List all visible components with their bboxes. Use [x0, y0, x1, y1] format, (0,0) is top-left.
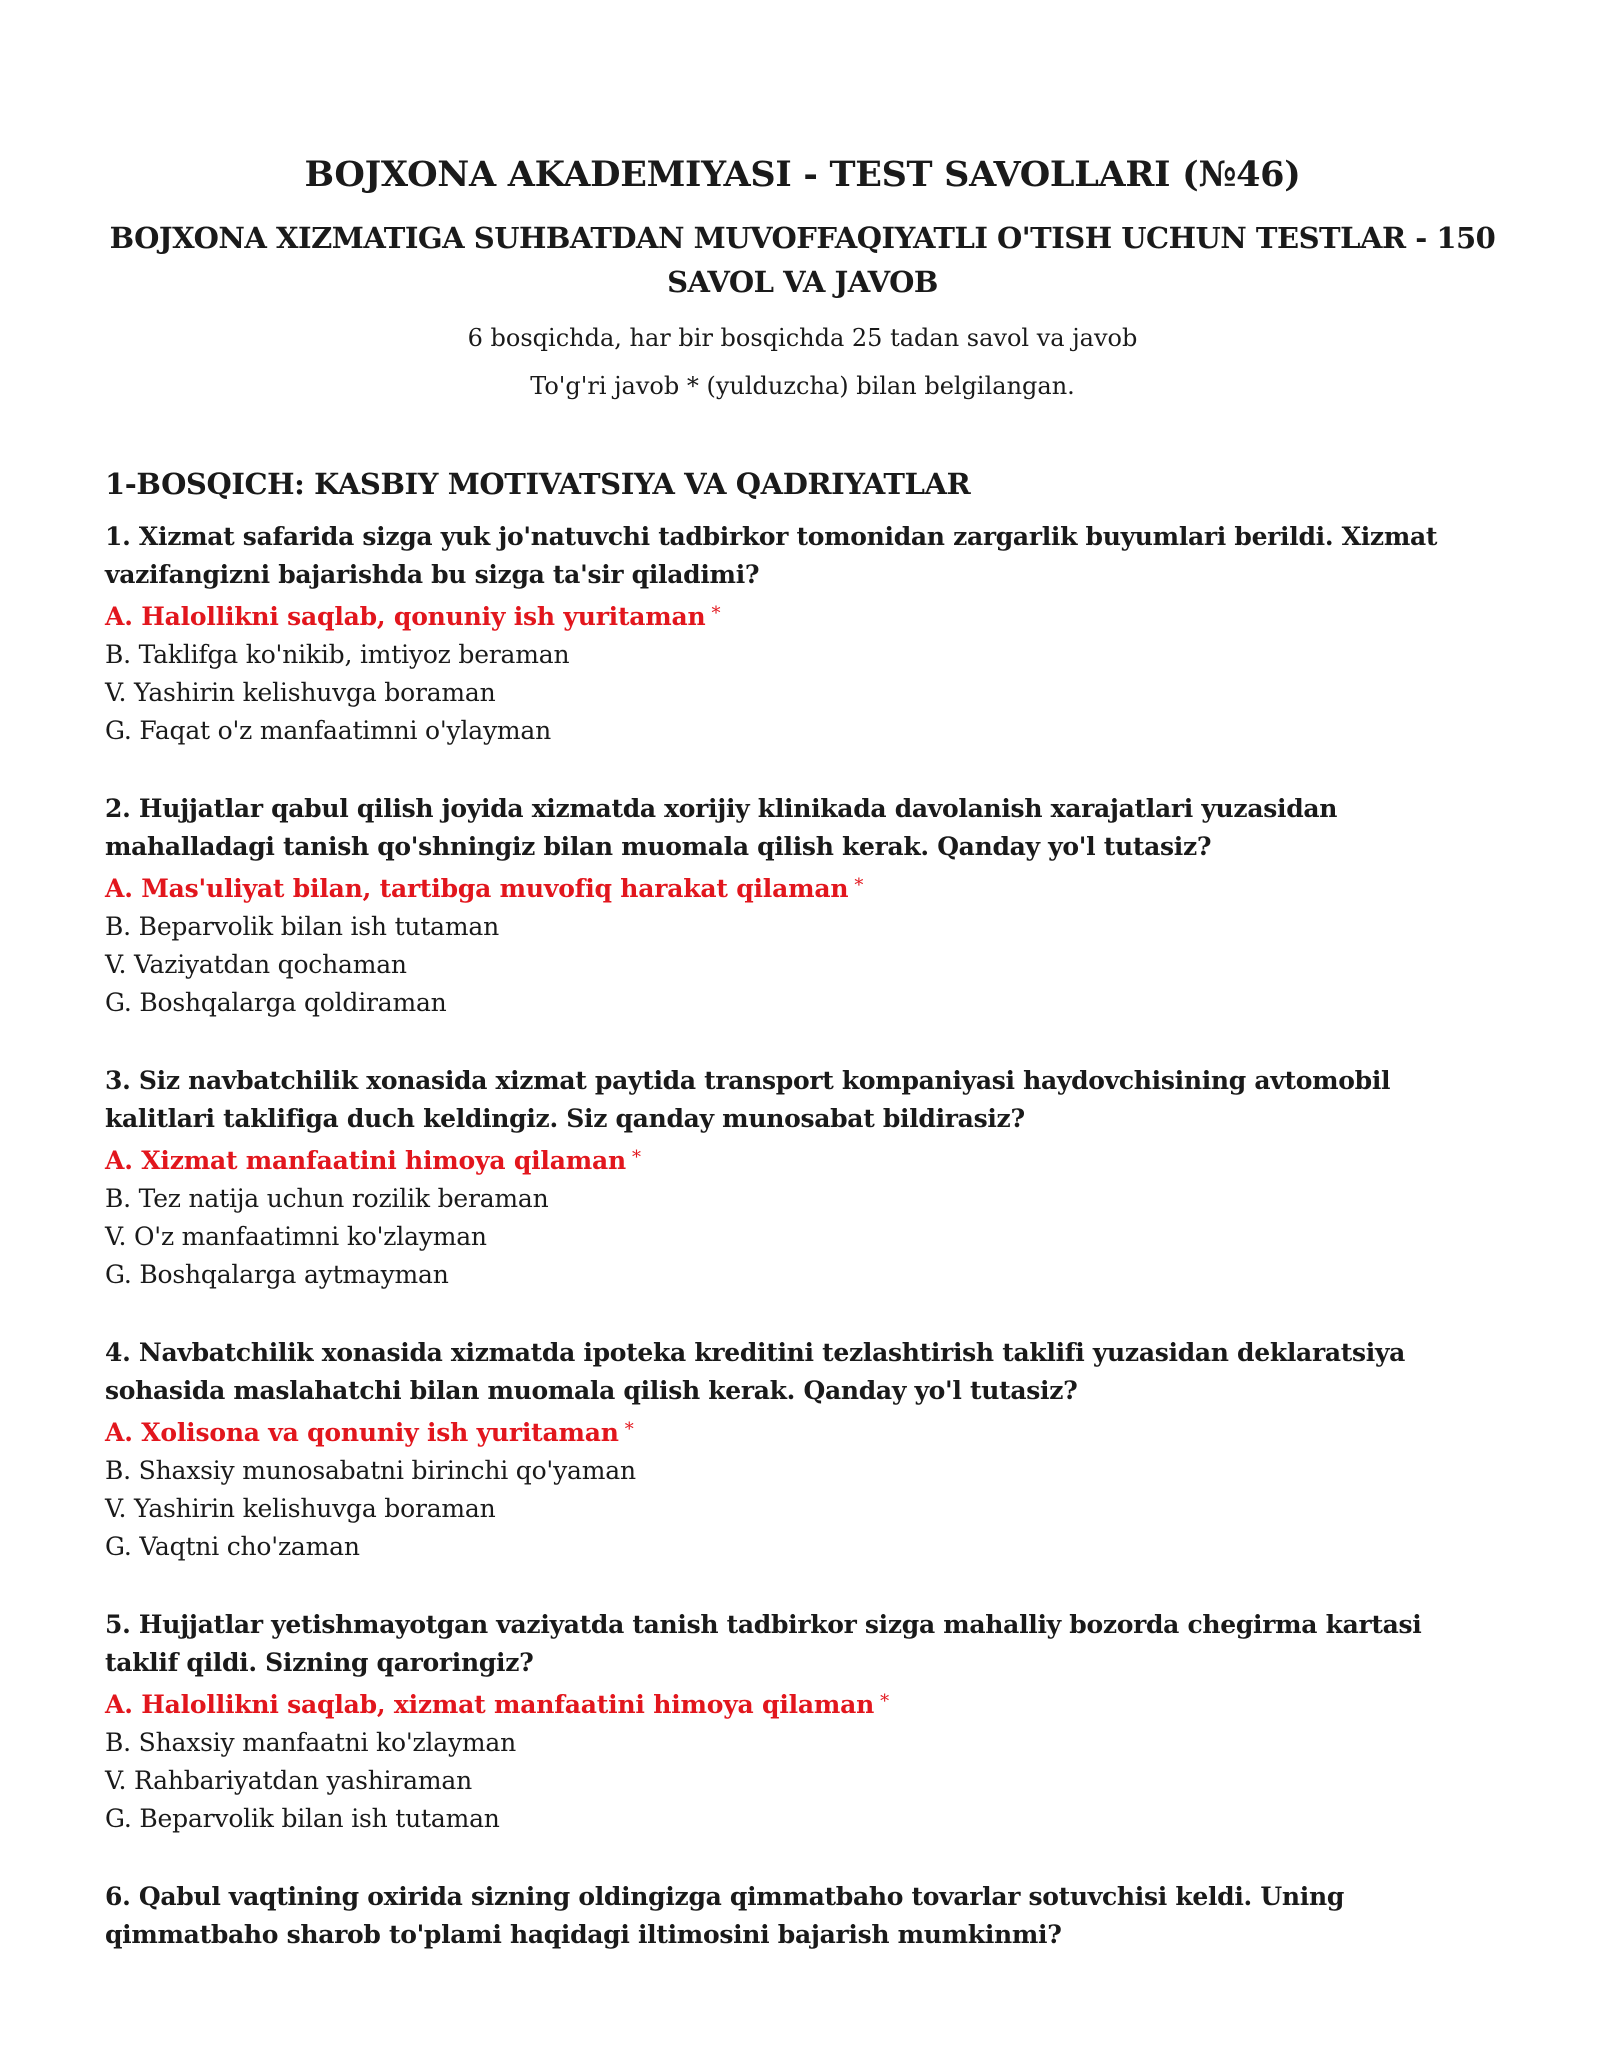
question-text: 1. Xizmat safarida sizga yuk jo'natuvchi tadbirkor tomonidan zargarlik buyumlari berildi. Xizmat vazifangizni bajarishda bu sizga ta'sir qiladimi?: [105, 522, 1438, 589]
question-4: [105, 1334, 1500, 1566]
option-label: A. Halollikni saqlab, xizmat manfaatini himoya qilaman: [105, 1690, 875, 1719]
question-text: 4. Navbatchilik xonasida xizmatda ipoteka kreditini tezlashtirish taklifi yuzasidan deklaratsiya sohasida maslahatchi bilan muomala qilish kerak. Qanday yo'l tutasiz?: [105, 1338, 1406, 1405]
option-a-correct: [105, 1411, 1500, 1452]
correct-star-marker: *: [880, 1691, 889, 1712]
question-3: [105, 1062, 1500, 1294]
option-v: V. Rahbariyatdan yashiraman: [105, 1766, 472, 1795]
option-a-correct: [105, 595, 1500, 636]
question-text: 5. Hujjatlar yetishmayotgan vaziyatda tanish tadbirkor sizga mahalliy bozorda chegirma kartasi taklif qildi. Sizning qaroringiz?: [105, 1610, 1422, 1677]
option-g: G. Boshqalarga aytmayman: [105, 1260, 449, 1289]
question-5: [105, 1606, 1500, 1838]
question-text: 2. Hujjatlar qabul qilish joyida xizmatda xorijiy klinikada davolanish xarajatlari yuzasidan mahalladagi tanish qo'shningiz bilan muomala qilish kerak. Qanday yo'l tutasiz?: [105, 794, 1338, 861]
question-6: [105, 1878, 1500, 1954]
option-a-correct: [105, 867, 1500, 908]
option-v: V. Yashirin kelishuvga boraman: [105, 678, 496, 707]
question-text: 6. Qabul vaqtining oxirida sizning oldingizga qimmatbaho tovarlar sotuvchisi keldi. Uning qimmatbaho sharob to'plami haqidagi iltimosini bajarish mumkinmi?: [105, 1882, 1344, 1949]
option-b: B. Shaxsiy manfaatni ko'zlayman: [105, 1728, 517, 1757]
option-b: B. Taklifga ko'nikib, imtiyoz beraman: [105, 640, 570, 669]
correct-star-marker: *: [711, 603, 721, 624]
option-v: V. Yashirin kelishuvga boraman: [105, 1494, 496, 1523]
intro-line-stages: 6 bosqichda, har bir bosqichda 25 tadan savol va javob: [467, 324, 1138, 352]
option-g: G. Vaqtni cho'zaman: [105, 1532, 360, 1561]
option-v: V. O'z manfaatimni ko'zlayman: [105, 1222, 487, 1251]
question-1: [105, 518, 1500, 750]
option-a-correct: [105, 1139, 1500, 1180]
question-text: 3. Siz navbatchilik xonasida xizmat paytida transport kompaniyasi haydovchisining avtomobil kalitlari taklifiga duch keldingiz. Siz qanday munosabat bildirasiz?: [105, 1066, 1391, 1133]
option-label: A. Xizmat manfaatini himoya qilaman: [105, 1146, 626, 1175]
option-b: B. Beparvolik bilan ish tutaman: [105, 912, 499, 941]
option-v: V. Vaziyatdan qochaman: [105, 950, 407, 979]
document-subtitle: BOJXONA XIZMATIGA SUHBATDAN MUVOFFAQIYATLI O'TISH UCHUN TESTLAR - 150 SAVOL VA JAVOB: [109, 221, 1496, 299]
option-a-correct: [105, 1683, 1500, 1724]
correct-star-marker: *: [624, 1419, 634, 1440]
option-g: G. Boshqalarga qoldiraman: [105, 988, 447, 1017]
document-title: BOJXONA AKADEMIYASI - TEST SAVOLLARI (№46): [304, 154, 1301, 195]
correct-star-marker: *: [854, 875, 864, 896]
option-g: G. Beparvolik bilan ish tutaman: [105, 1804, 500, 1833]
option-label: A. Xolisona va qonuniy ish yuritaman: [105, 1418, 619, 1447]
intro-line-legend: To'g'ri javob * (yulduzcha) bilan belgilangan.: [530, 372, 1075, 400]
option-b: B. Tez natija uchun rozilik beraman: [105, 1184, 549, 1213]
option-label: A. Halollikni saqlab, qonuniy ish yuritaman: [105, 602, 706, 631]
question-2: [105, 790, 1500, 1022]
option-b: B. Shaxsiy munosabatni birinchi qo'yaman: [105, 1456, 636, 1485]
option-label: A. Mas'uliyat bilan, tartibga muvofiq harakat qilaman: [105, 874, 849, 903]
option-g: G. Faqat o'z manfaatimni o'ylayman: [105, 716, 552, 745]
section-title: 1-BOSQICH: KASBIY MOTIVATSIYA VA QADRIYATLAR: [105, 467, 971, 501]
correct-star-marker: *: [631, 1147, 641, 1168]
